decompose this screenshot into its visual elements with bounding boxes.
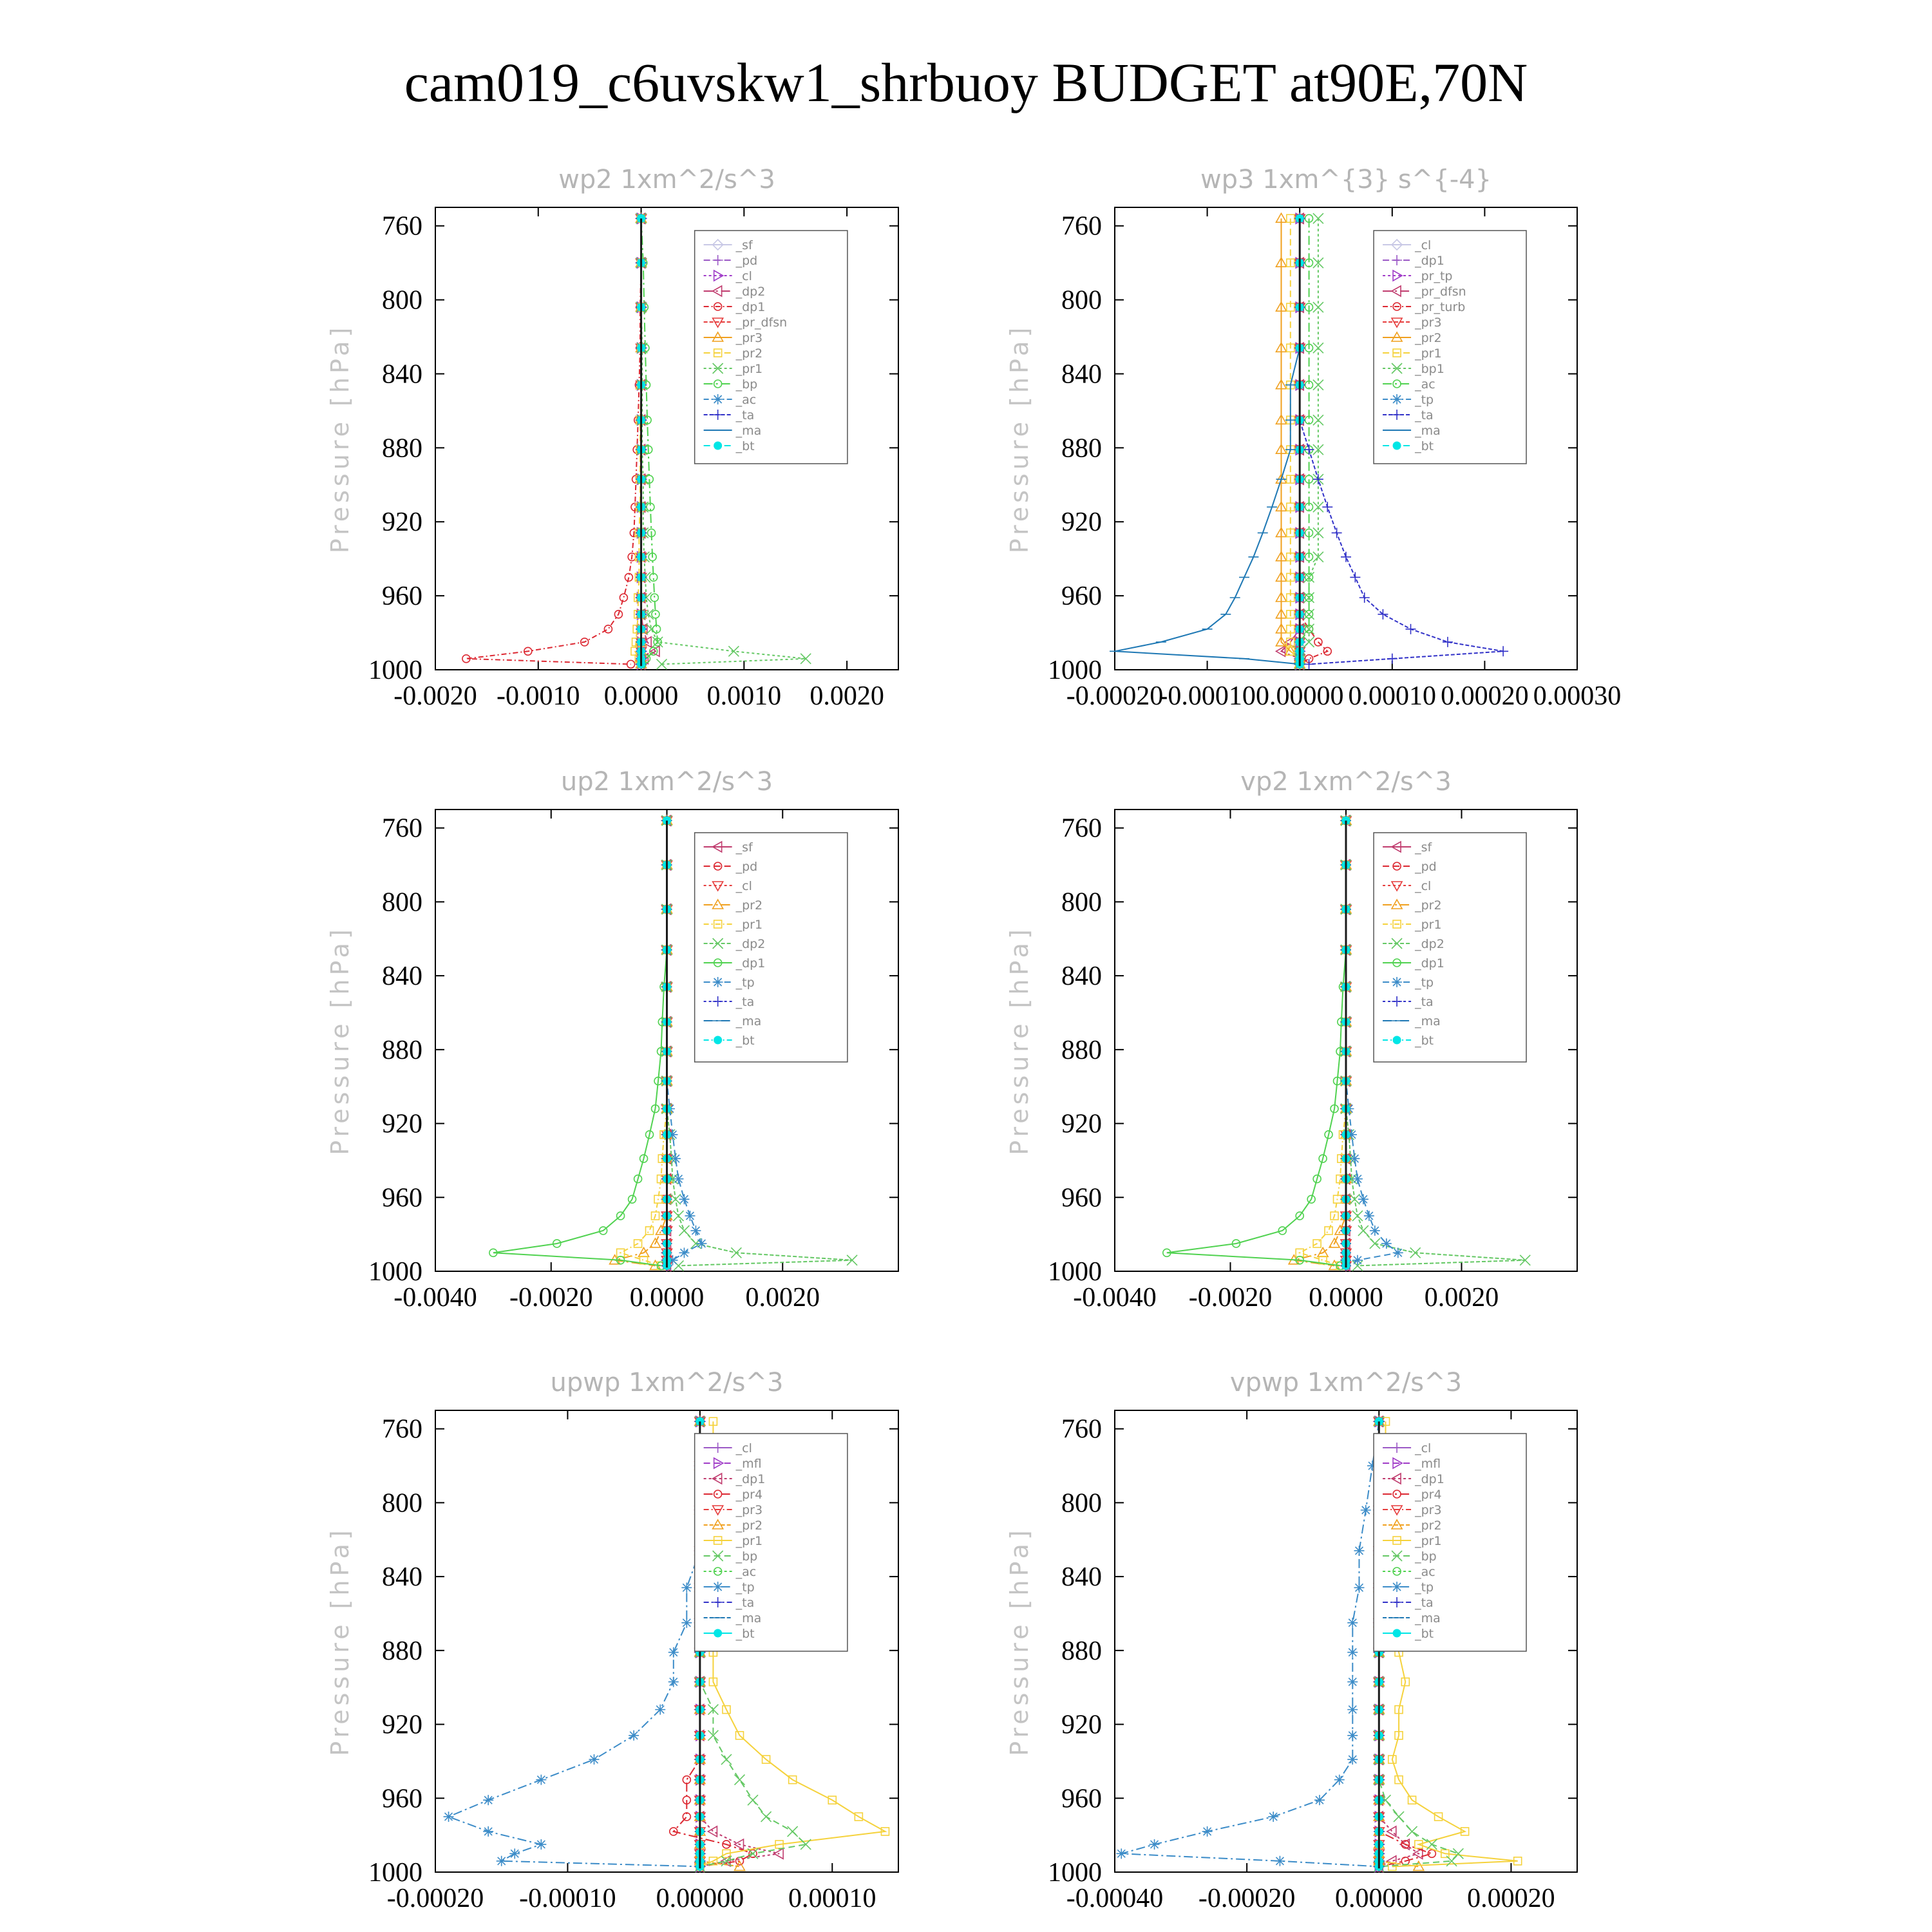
data-point	[1341, 552, 1351, 562]
y-tick-label: 960	[382, 1784, 422, 1814]
data-point	[1443, 637, 1453, 647]
legend-label: _sf	[1415, 840, 1432, 855]
data-point	[1350, 572, 1360, 582]
legend-marker	[1393, 1036, 1401, 1044]
legend-label: _ta	[1415, 995, 1434, 1009]
data-point	[668, 1647, 679, 1658]
series-line-pr1	[621, 820, 667, 1265]
data-point	[731, 1247, 741, 1258]
y-tick-label: 760	[382, 813, 422, 844]
data-point	[685, 1211, 695, 1221]
data-point	[629, 1730, 639, 1741]
y-axis-label: Pressure [hPa]	[326, 925, 354, 1155]
x-tick-label: 0.00000	[1255, 681, 1344, 711]
y-axis-label: Pressure [hPa]	[1005, 323, 1034, 554]
legend-label: _ma	[1415, 1611, 1441, 1625]
data-point	[1378, 609, 1388, 620]
data-point	[1354, 1546, 1365, 1556]
legend-marker	[714, 442, 722, 450]
x-tick-label: -0.00020	[386, 1884, 484, 1913]
legend-label: _pr_dfsn	[735, 316, 788, 330]
data-point	[673, 1174, 683, 1184]
legend-label: _bt	[1415, 439, 1434, 453]
x-tick-label: 0.0000	[603, 681, 679, 711]
data-point	[1325, 1227, 1332, 1235]
y-tick-label: 920	[1061, 1710, 1102, 1740]
data-point	[497, 1856, 507, 1866]
legend-label: _pr1	[1415, 918, 1442, 932]
x-tick-label: -0.00040	[1066, 1884, 1164, 1913]
legend-label: _tp	[1415, 1580, 1434, 1595]
x-tick-label: 0.00020	[1441, 681, 1529, 711]
legend-label: _ta	[735, 1596, 755, 1610]
legend-label: _pr1	[1415, 346, 1442, 361]
legend-marker	[1392, 394, 1402, 404]
y-tick-label: 880	[1061, 1636, 1102, 1666]
y-tick-label: 880	[1061, 1035, 1102, 1065]
chart-panel-3	[326, 767, 898, 1312]
legend-label: _bp	[735, 377, 758, 392]
chart-panel-4	[1005, 767, 1577, 1312]
legend-label: _pr_tp	[1415, 269, 1453, 283]
y-tick-label: 1000	[1048, 1858, 1102, 1888]
x-tick-label: 0.0010	[706, 681, 782, 711]
page-title: cam019_c6uvskw1_shrbuoy BUDGET at90E,70N	[404, 52, 1528, 113]
data-point	[748, 1795, 758, 1805]
data-point	[483, 1795, 493, 1805]
panel-title: vpwp 1xm^2/s^3	[1229, 1368, 1463, 1397]
panel-title: wp3 1xm^{3} s^{-4}	[1200, 165, 1492, 194]
y-tick-label: 840	[1061, 961, 1102, 992]
data-point	[1116, 1848, 1126, 1859]
panel-title: wp2 1xm^2/s^3	[558, 165, 775, 194]
legend-label: _dp1	[1415, 254, 1444, 268]
data-point	[1347, 1730, 1358, 1741]
legend-marker	[713, 977, 723, 987]
legend-label: _cl	[1415, 879, 1432, 893]
data-point	[620, 594, 627, 601]
data-point	[604, 625, 612, 633]
legend-label: _bt	[735, 439, 755, 453]
data-point	[1407, 1826, 1417, 1837]
data-point	[1453, 1848, 1463, 1859]
data-point	[1354, 1582, 1365, 1593]
x-tick-label: 0.0020	[1424, 1283, 1499, 1312]
series-line-pr2	[615, 820, 667, 1265]
y-tick-label: 960	[382, 1183, 422, 1213]
chart-panel-5	[326, 1368, 898, 1913]
legend-label: _bp1	[1415, 362, 1444, 376]
x-tick-label: 0.00010	[1348, 681, 1437, 711]
data-point	[690, 1226, 701, 1236]
data-point	[483, 1826, 493, 1837]
x-tick-label: -0.0020	[1188, 1283, 1273, 1312]
legend-label: _dp2	[735, 937, 766, 951]
panel-title: upwp 1xm^2/s^3	[550, 1368, 784, 1397]
chart-panel-2	[1005, 165, 1621, 711]
data-point	[1347, 1754, 1358, 1765]
legend-marker	[713, 1582, 723, 1592]
legend-marker	[1393, 1629, 1401, 1637]
legend-label: _tp	[1415, 393, 1434, 407]
legend-box	[695, 231, 848, 464]
y-tick-label: 760	[382, 1414, 422, 1444]
series-line-dp1	[493, 820, 667, 1265]
legend-label: _pr4	[1415, 1488, 1442, 1502]
data-point	[721, 1754, 732, 1765]
x-tick-label: 0.00010	[788, 1884, 876, 1913]
legend-label: _pr2	[1415, 331, 1442, 345]
legend-label: _pr2	[1415, 1519, 1442, 1533]
y-tick-label: 800	[382, 887, 422, 918]
legend-label: _ac	[735, 393, 757, 407]
series-line-tp	[1121, 1421, 1379, 1866]
y-tick-label: 920	[382, 507, 422, 538]
data-point	[1393, 1247, 1403, 1258]
legend-label: _pr3	[1415, 316, 1442, 330]
x-tick-label: 0.0000	[1309, 1283, 1383, 1312]
y-axis-label: Pressure [hPa]	[326, 323, 354, 554]
data-point	[679, 1194, 689, 1204]
legend-label: _cl	[735, 269, 752, 283]
data-point	[1268, 1812, 1278, 1822]
legend-label: _dp1	[1415, 956, 1444, 971]
legend-label: _ma	[735, 1014, 762, 1028]
y-tick-label: 800	[1061, 1488, 1102, 1519]
series-line-dp1	[466, 218, 641, 664]
y-axis-label: Pressure [hPa]	[1005, 1526, 1034, 1756]
data-point	[1347, 1677, 1358, 1687]
legend-label: _ma	[1415, 424, 1441, 438]
x-tick-label: 0.00030	[1533, 681, 1622, 711]
data-point	[1332, 527, 1342, 538]
legend-label: _bt	[1415, 1627, 1434, 1641]
legend-label: _pr1	[735, 918, 763, 932]
legend-label: _dp1	[735, 1472, 766, 1486]
legend-label: _ac	[1415, 377, 1435, 392]
data-point	[683, 1776, 690, 1784]
data-point	[1358, 1226, 1368, 1236]
y-tick-label: 1000	[368, 1257, 422, 1287]
y-tick-label: 920	[382, 1710, 422, 1740]
x-tick-label: -0.0020	[393, 681, 477, 711]
data-point	[788, 1826, 798, 1837]
legend-label: _pr1	[735, 1534, 763, 1548]
series-line-pr1	[1300, 820, 1346, 1265]
data-point	[1381, 1238, 1392, 1249]
data-point	[1358, 1194, 1368, 1204]
x-tick-label: 0.00000	[656, 1884, 744, 1913]
series-line-ma	[1115, 218, 1300, 664]
data-point	[673, 1211, 683, 1221]
data-point	[536, 1839, 546, 1850]
legend-label: _ma	[735, 424, 762, 438]
y-tick-label: 920	[1061, 507, 1102, 538]
legend-marker	[714, 1036, 722, 1044]
data-point	[1304, 444, 1314, 455]
y-tick-label: 920	[1061, 1109, 1102, 1139]
data-point	[681, 1582, 692, 1593]
chart-panel-6	[1005, 1368, 1577, 1913]
y-axis-label: Pressure [hPa]	[326, 1526, 354, 1756]
y-tick-label: 880	[1061, 433, 1102, 464]
legend-label: _dp1	[735, 300, 766, 314]
legend-label: _pr3	[735, 331, 763, 345]
y-tick-label: 960	[1061, 1784, 1102, 1814]
legend-label: _pr1	[1415, 1534, 1442, 1548]
data-point	[681, 1618, 692, 1628]
data-point	[650, 594, 658, 601]
x-tick-label: -0.00020	[1198, 1884, 1296, 1913]
legend-label: _cl	[735, 1441, 752, 1455]
chart-panel-1	[326, 165, 898, 711]
y-tick-label: 760	[1061, 813, 1102, 844]
x-tick-label: -0.0010	[497, 681, 580, 711]
data-point	[668, 1677, 679, 1687]
y-tick-label: 800	[382, 285, 422, 316]
data-point	[657, 659, 667, 669]
data-point	[509, 1848, 520, 1859]
legend-label: _pr3	[735, 1503, 763, 1517]
y-tick-label: 800	[1061, 285, 1102, 316]
legend-label: _pr_turb	[1415, 300, 1466, 314]
data-point	[1202, 1826, 1213, 1837]
data-point	[444, 1812, 454, 1822]
x-tick-label: -0.0040	[1073, 1283, 1157, 1312]
data-point	[1406, 624, 1416, 634]
data-point	[679, 1247, 689, 1258]
legend-label: _pr2	[735, 346, 763, 361]
legend-marker	[1392, 1582, 1402, 1592]
data-point	[1410, 1247, 1421, 1258]
legend-label: _dp1	[1415, 1472, 1444, 1486]
data-point	[1313, 213, 1323, 223]
data-point	[1150, 1839, 1160, 1850]
y-tick-label: 760	[382, 211, 422, 242]
panel-title: up2 1xm^2/s^3	[560, 767, 773, 797]
x-tick-label: -0.0040	[393, 1283, 477, 1312]
legend-label: _cl	[1415, 238, 1432, 252]
legend-label: _pr4	[735, 1488, 763, 1502]
data-point	[761, 1812, 772, 1822]
legend-marker	[1393, 442, 1401, 450]
legend-label: _bt	[1415, 1034, 1434, 1048]
legend-label: _bp	[735, 1549, 758, 1564]
y-tick-label: 880	[382, 1636, 422, 1666]
x-tick-label: -0.00020	[1066, 681, 1164, 711]
data-point	[1334, 1775, 1345, 1785]
y-tick-label: 880	[382, 1035, 422, 1065]
y-tick-label: 1000	[1048, 656, 1102, 685]
legend-label: _pr_dfsn	[1415, 285, 1466, 299]
data-point	[696, 1238, 706, 1249]
data-point	[1347, 1705, 1358, 1715]
y-tick-label: 840	[1061, 359, 1102, 390]
x-tick-label: -0.0020	[509, 1283, 593, 1312]
y-tick-label: 880	[382, 433, 422, 464]
y-tick-label: 840	[1061, 1562, 1102, 1593]
y-tick-label: 800	[382, 1488, 422, 1519]
legend-box	[1374, 833, 1526, 1062]
y-tick-label: 960	[1061, 1183, 1102, 1213]
y-tick-label: 1000	[1048, 1257, 1102, 1287]
y-tick-label: 760	[1061, 1414, 1102, 1444]
data-point	[1313, 302, 1323, 312]
legend-label: _ta	[735, 408, 755, 422]
y-tick-label: 840	[382, 1562, 422, 1593]
data-point	[589, 1754, 600, 1765]
data-point	[1347, 1647, 1358, 1658]
y-tick-label: 840	[382, 359, 422, 390]
legend-marker	[1392, 977, 1402, 987]
x-tick-label: 0.00000	[1335, 1884, 1423, 1913]
legend-label: _pr3	[1415, 1503, 1442, 1517]
y-tick-label: 840	[382, 961, 422, 992]
legend-label: _tp	[735, 1580, 755, 1595]
legend-label: _pr2	[1415, 898, 1442, 913]
data-point	[1361, 1505, 1371, 1515]
legend-label: _pd	[735, 860, 758, 874]
data-point	[1370, 1226, 1380, 1236]
x-tick-label: 0.0020	[810, 681, 884, 711]
y-tick-label: 1000	[368, 656, 422, 685]
legend-label: _dp2	[735, 285, 766, 299]
legend-label: _tp	[735, 976, 755, 990]
x-tick-label: 0.0000	[629, 1283, 705, 1312]
y-tick-label: 1000	[368, 1858, 422, 1888]
data-point	[1364, 1211, 1374, 1221]
legend-label: _pd	[735, 254, 758, 268]
y-axis-label: Pressure [hPa]	[1005, 925, 1034, 1155]
y-tick-label: 920	[382, 1109, 422, 1139]
data-point	[679, 1226, 689, 1236]
series-line-dp1	[1167, 820, 1346, 1265]
x-tick-label: -0.00010	[1159, 681, 1256, 711]
legend-label: _pr2	[735, 898, 763, 913]
data-point	[1498, 646, 1508, 656]
data-point	[1314, 1795, 1325, 1805]
data-point	[646, 1227, 654, 1235]
legend-label: _dp2	[1415, 937, 1444, 951]
data-point	[1274, 1856, 1285, 1866]
legend-box	[695, 833, 848, 1062]
legend-label: _ac	[1415, 1565, 1435, 1579]
legend-label: _pr1	[735, 362, 763, 376]
legend-label: _ma	[735, 1611, 762, 1625]
legend-label: _dp1	[735, 956, 766, 971]
legend-label: _ta	[1415, 1596, 1434, 1610]
legend-label: _tp	[1415, 976, 1434, 990]
legend-label: _bp	[1415, 1549, 1437, 1564]
data-point	[1352, 1174, 1363, 1184]
x-tick-label: 0.00020	[1467, 1884, 1555, 1913]
legend-marker	[713, 394, 723, 404]
legend-label: _pr2	[735, 1519, 763, 1533]
legend-label: _ta	[1415, 408, 1434, 422]
data-point	[734, 1775, 744, 1785]
legend-label: _cl	[1415, 1441, 1432, 1455]
data-point	[1322, 502, 1332, 512]
legend-label: _sf	[735, 238, 753, 252]
data-point	[1387, 654, 1397, 664]
data-point	[655, 1705, 665, 1715]
data-point	[1370, 1238, 1380, 1249]
panel-title: vp2 1xm^2/s^3	[1240, 767, 1452, 797]
legend-label: _ta	[735, 995, 755, 1009]
legend-label: _mfl	[1415, 1457, 1441, 1471]
legend-label: _ac	[735, 1565, 757, 1579]
data-point	[1352, 1255, 1363, 1265]
legend-label: _ma	[1415, 1014, 1441, 1028]
legend-label: _mfl	[735, 1457, 762, 1471]
data-point	[1428, 1850, 1435, 1857]
x-tick-label: 0.0020	[745, 1283, 820, 1312]
y-tick-label: 760	[1061, 211, 1102, 242]
legend-label: _cl	[735, 879, 752, 893]
legend-label: _bt	[735, 1034, 755, 1048]
y-tick-label: 960	[1061, 582, 1102, 612]
data-point	[1394, 1812, 1404, 1822]
legend-marker	[714, 1629, 722, 1637]
legend-box	[1374, 231, 1526, 464]
data-point	[1347, 1618, 1358, 1628]
legend-label: _bt	[735, 1627, 755, 1641]
data-point	[1352, 1211, 1363, 1221]
legend-label: _pd	[1415, 860, 1437, 874]
series-line-pr2	[1294, 820, 1346, 1265]
y-tick-label: 800	[1061, 887, 1102, 918]
legend-label: _sf	[735, 840, 753, 855]
data-point	[536, 1775, 546, 1785]
x-tick-label: -0.00010	[519, 1884, 616, 1913]
y-tick-label: 960	[382, 582, 422, 612]
